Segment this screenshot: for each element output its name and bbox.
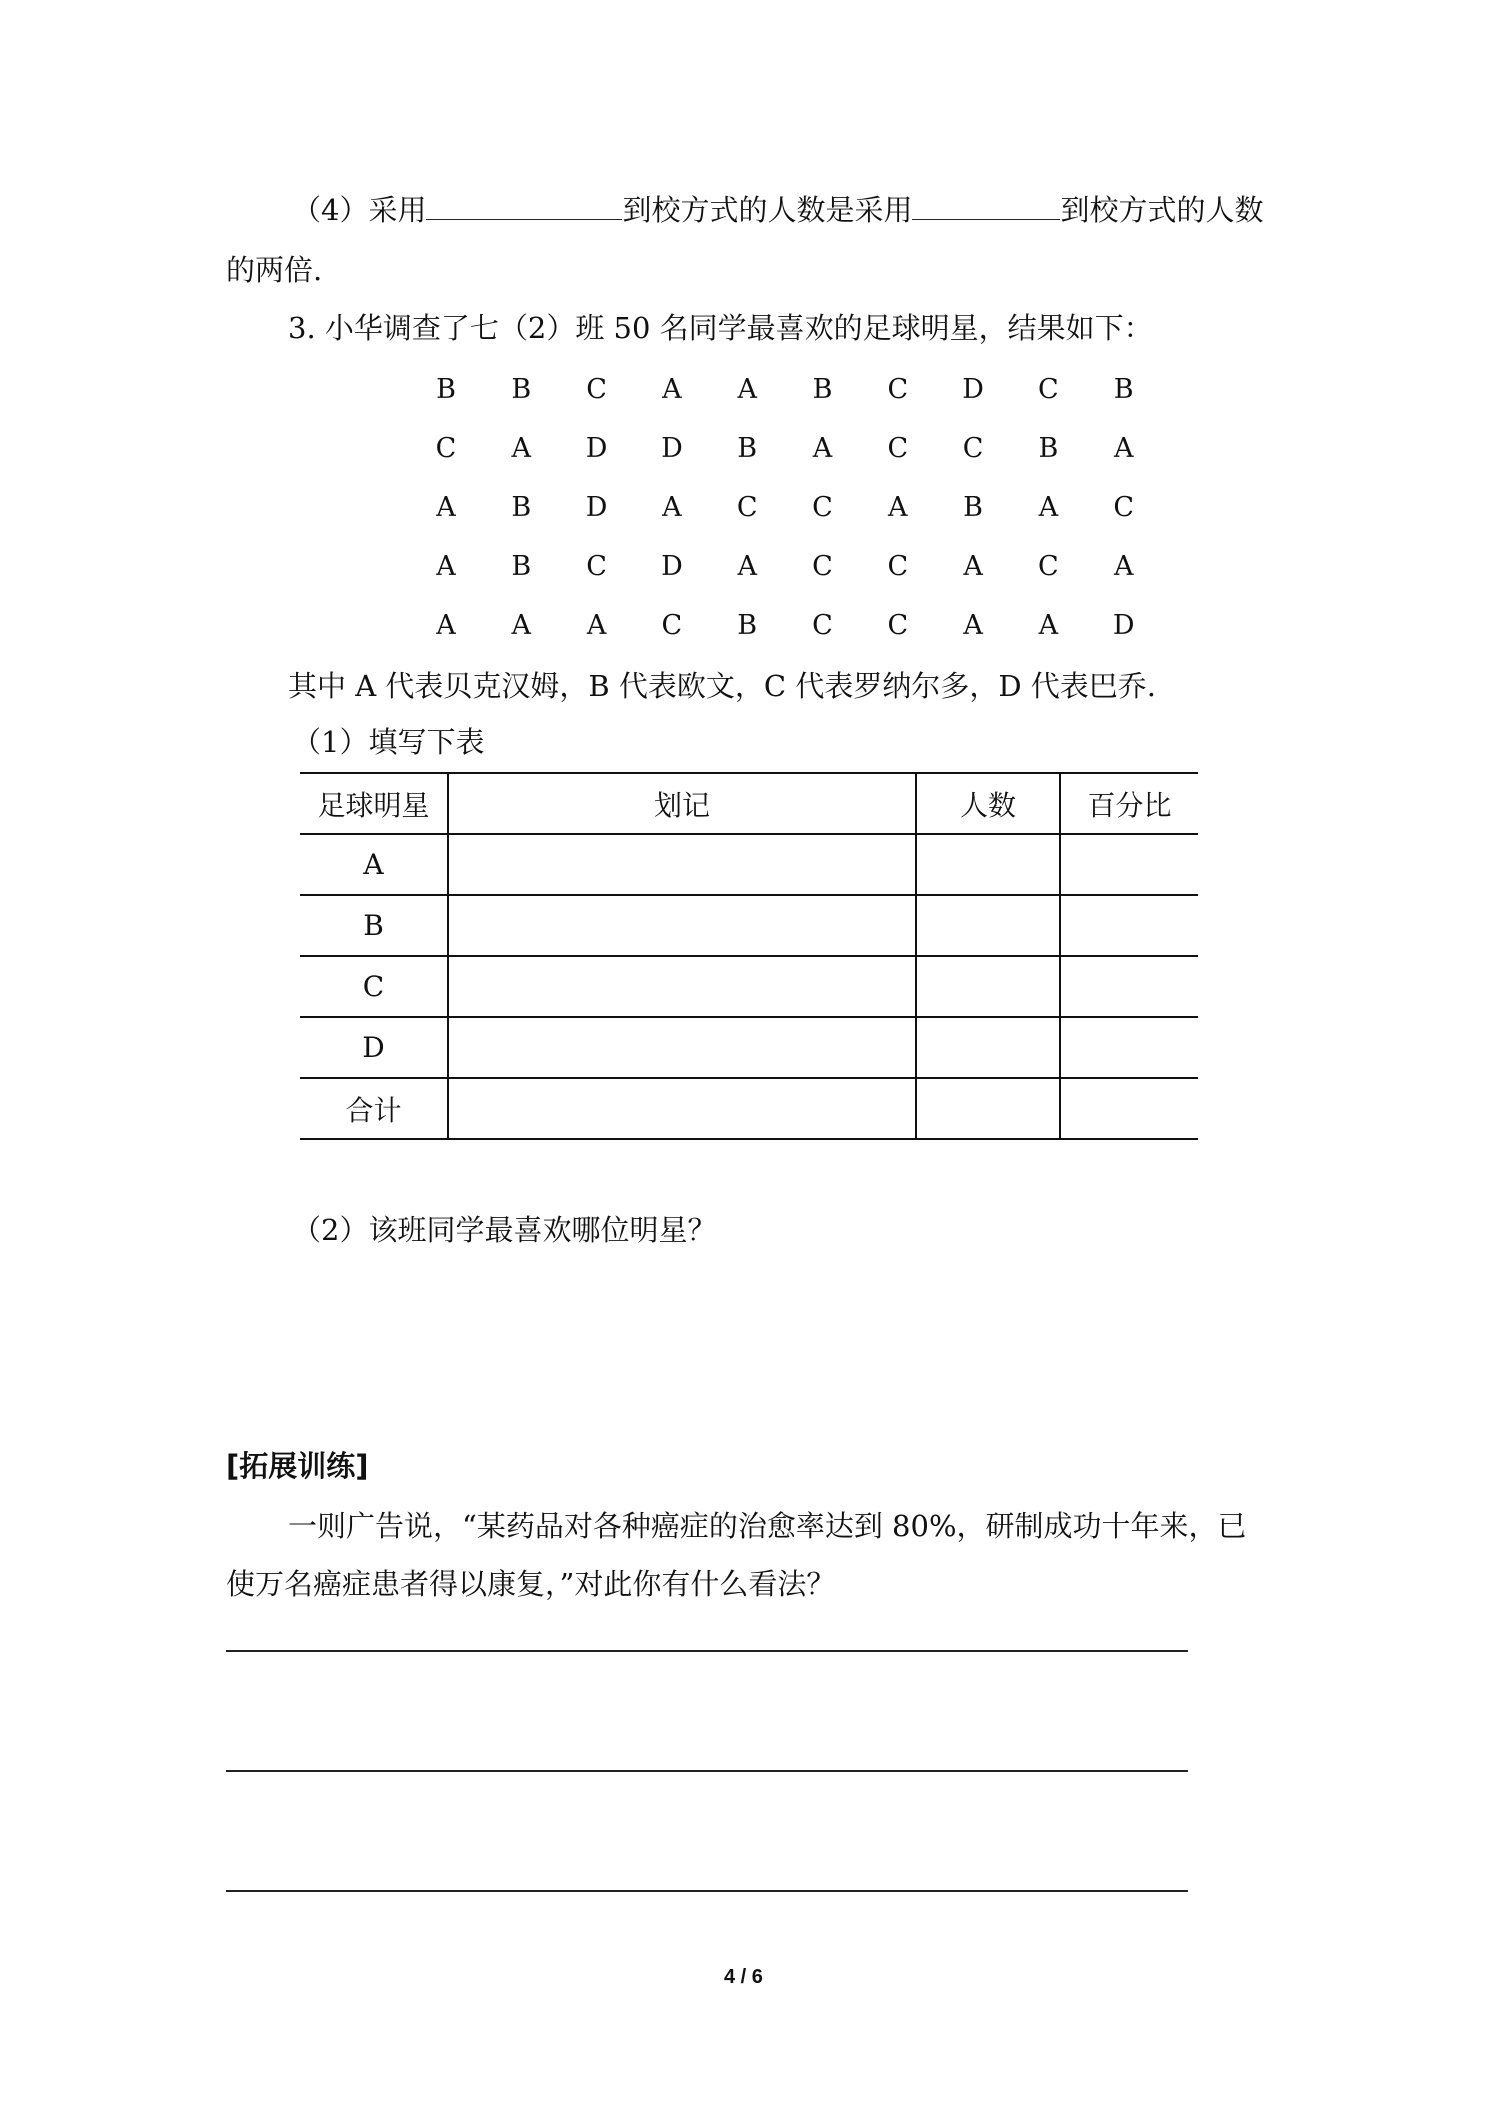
count-cell[interactable] bbox=[916, 1078, 1060, 1139]
row-label: A bbox=[300, 834, 448, 895]
percent-cell[interactable] bbox=[1060, 834, 1198, 895]
q3-intro: 3. 小华调查了七（2）班 50 名同学最喜欢的足球明星，结果如下： bbox=[288, 311, 1153, 345]
grid-letter: C bbox=[661, 610, 683, 641]
grid-letter: B bbox=[737, 610, 758, 641]
q2-part4-line2: 的两倍. bbox=[226, 253, 323, 287]
answer-line-2[interactable] bbox=[226, 1770, 1188, 1772]
grid-letter: C bbox=[887, 374, 909, 405]
tally-header-row bbox=[300, 773, 1198, 834]
grid-letter: D bbox=[585, 492, 608, 523]
count-cell[interactable] bbox=[916, 956, 1060, 1017]
tally-table bbox=[300, 772, 1198, 1140]
grid-letter: D bbox=[661, 433, 683, 464]
q3-sub1: （1）填写下表 bbox=[292, 725, 485, 759]
grid-letter: A bbox=[812, 433, 833, 464]
row-label: B bbox=[300, 895, 448, 956]
grid-letter: A bbox=[436, 551, 456, 582]
row-label: D bbox=[300, 1017, 448, 1078]
grid-letter: C bbox=[962, 433, 984, 464]
q3-sub2: （2）该班同学最喜欢哪位明星？ bbox=[292, 1213, 717, 1247]
tally-cell[interactable] bbox=[448, 834, 916, 895]
grid-letter: A bbox=[511, 610, 532, 641]
header-percent: 百分比 bbox=[1060, 773, 1198, 834]
grid-letter: A bbox=[586, 610, 607, 641]
grid-letter: A bbox=[511, 433, 532, 464]
header-count: 人数 bbox=[916, 773, 1060, 834]
count-cell[interactable] bbox=[916, 834, 1060, 895]
grid-letter: B bbox=[436, 374, 456, 405]
grid-letter: C bbox=[435, 433, 457, 464]
grid-letter: B bbox=[963, 492, 984, 523]
table-row bbox=[300, 956, 1198, 1017]
grid-letter: A bbox=[963, 610, 983, 641]
grid-letter: D bbox=[962, 374, 984, 405]
header-tally: 划记 bbox=[448, 773, 916, 834]
q3-legend: 其中 A 代表贝克汉姆，B 代表欧文，C 代表罗纳尔多，D 代表巴乔. bbox=[288, 669, 1157, 703]
answer-line-3[interactable] bbox=[226, 1890, 1188, 1892]
tally-cell[interactable] bbox=[448, 956, 916, 1017]
count-cell[interactable] bbox=[916, 895, 1060, 956]
grid-letter: C bbox=[736, 492, 758, 523]
q2-part4-text-1: （4）采用 bbox=[292, 193, 427, 227]
header-star: 足球明星 bbox=[300, 773, 448, 834]
grid-letter: A bbox=[436, 610, 456, 641]
grid-letter: A bbox=[1038, 610, 1059, 641]
extension-text-line2: 使万名癌症患者得以康复，”对此你有什么看法？ bbox=[226, 1567, 836, 1601]
grid-letter: A bbox=[737, 374, 757, 405]
grid-letter: D bbox=[661, 551, 683, 582]
grid-letter: C bbox=[812, 610, 833, 641]
percent-cell[interactable] bbox=[1060, 956, 1198, 1017]
grid-letter: C bbox=[586, 551, 607, 582]
extension-heading: [拓展训练] bbox=[226, 1449, 369, 1483]
grid-letter: B bbox=[511, 492, 532, 523]
grid-letter: C bbox=[887, 551, 909, 582]
table-row bbox=[300, 834, 1198, 895]
grid-letter: A bbox=[963, 551, 983, 582]
table-row bbox=[300, 1078, 1198, 1139]
grid-letter: B bbox=[812, 374, 833, 405]
percent-cell[interactable] bbox=[1060, 1017, 1198, 1078]
q2-part4-text-3: 到校方式的人数 bbox=[1060, 193, 1264, 227]
tally-cell[interactable] bbox=[448, 1078, 916, 1139]
grid-letter: C bbox=[1038, 374, 1059, 405]
grid-letter: A bbox=[737, 551, 757, 582]
page-number: 4 / 6 bbox=[724, 1966, 763, 1988]
grid-letter: C bbox=[1038, 551, 1059, 582]
answer-line-1[interactable] bbox=[226, 1650, 1188, 1652]
grid-letter: C bbox=[812, 551, 833, 582]
grid-letter: B bbox=[511, 551, 532, 582]
percent-cell[interactable] bbox=[1060, 1078, 1198, 1139]
grid-letter: A bbox=[662, 492, 682, 523]
count-cell[interactable] bbox=[916, 1017, 1060, 1078]
tally-cell[interactable] bbox=[448, 895, 916, 956]
answer-blank-1[interactable] bbox=[426, 191, 622, 220]
percent-cell[interactable] bbox=[1060, 895, 1198, 956]
q2-part4-line1 bbox=[292, 190, 1263, 230]
grid-letter: D bbox=[1112, 610, 1135, 641]
grid-letter: C bbox=[812, 492, 833, 523]
grid-letter: C bbox=[887, 433, 909, 464]
grid-letter: C bbox=[887, 610, 909, 641]
grid-letter: A bbox=[1113, 433, 1134, 464]
table-row bbox=[300, 1017, 1198, 1078]
row-label: 合计 bbox=[300, 1078, 448, 1139]
grid-letter: A bbox=[1038, 492, 1059, 523]
grid-letter: B bbox=[511, 374, 532, 405]
row-label: C bbox=[300, 956, 448, 1017]
grid-letter: A bbox=[1113, 551, 1134, 582]
extension-text-line1: 一则广告说，“某药品对各种癌症的治愈率达到 80%，研制成功十年来，已 bbox=[288, 1509, 1247, 1543]
answer-blank-2[interactable] bbox=[912, 191, 1060, 220]
grid-letter: A bbox=[436, 492, 456, 523]
grid-letter: B bbox=[737, 433, 758, 464]
tally-cell[interactable] bbox=[448, 1017, 916, 1078]
grid-letter: B bbox=[1038, 433, 1059, 464]
q2-part4-text-2: 到校方式的人数是采用 bbox=[622, 193, 913, 227]
grid-letter: A bbox=[888, 492, 908, 523]
grid-letter: D bbox=[585, 433, 608, 464]
grid-letter: C bbox=[586, 374, 607, 405]
grid-letter: C bbox=[1113, 492, 1135, 523]
grid-letter: B bbox=[1113, 374, 1134, 405]
table-row bbox=[300, 895, 1198, 956]
grid-letter: A bbox=[662, 374, 682, 405]
